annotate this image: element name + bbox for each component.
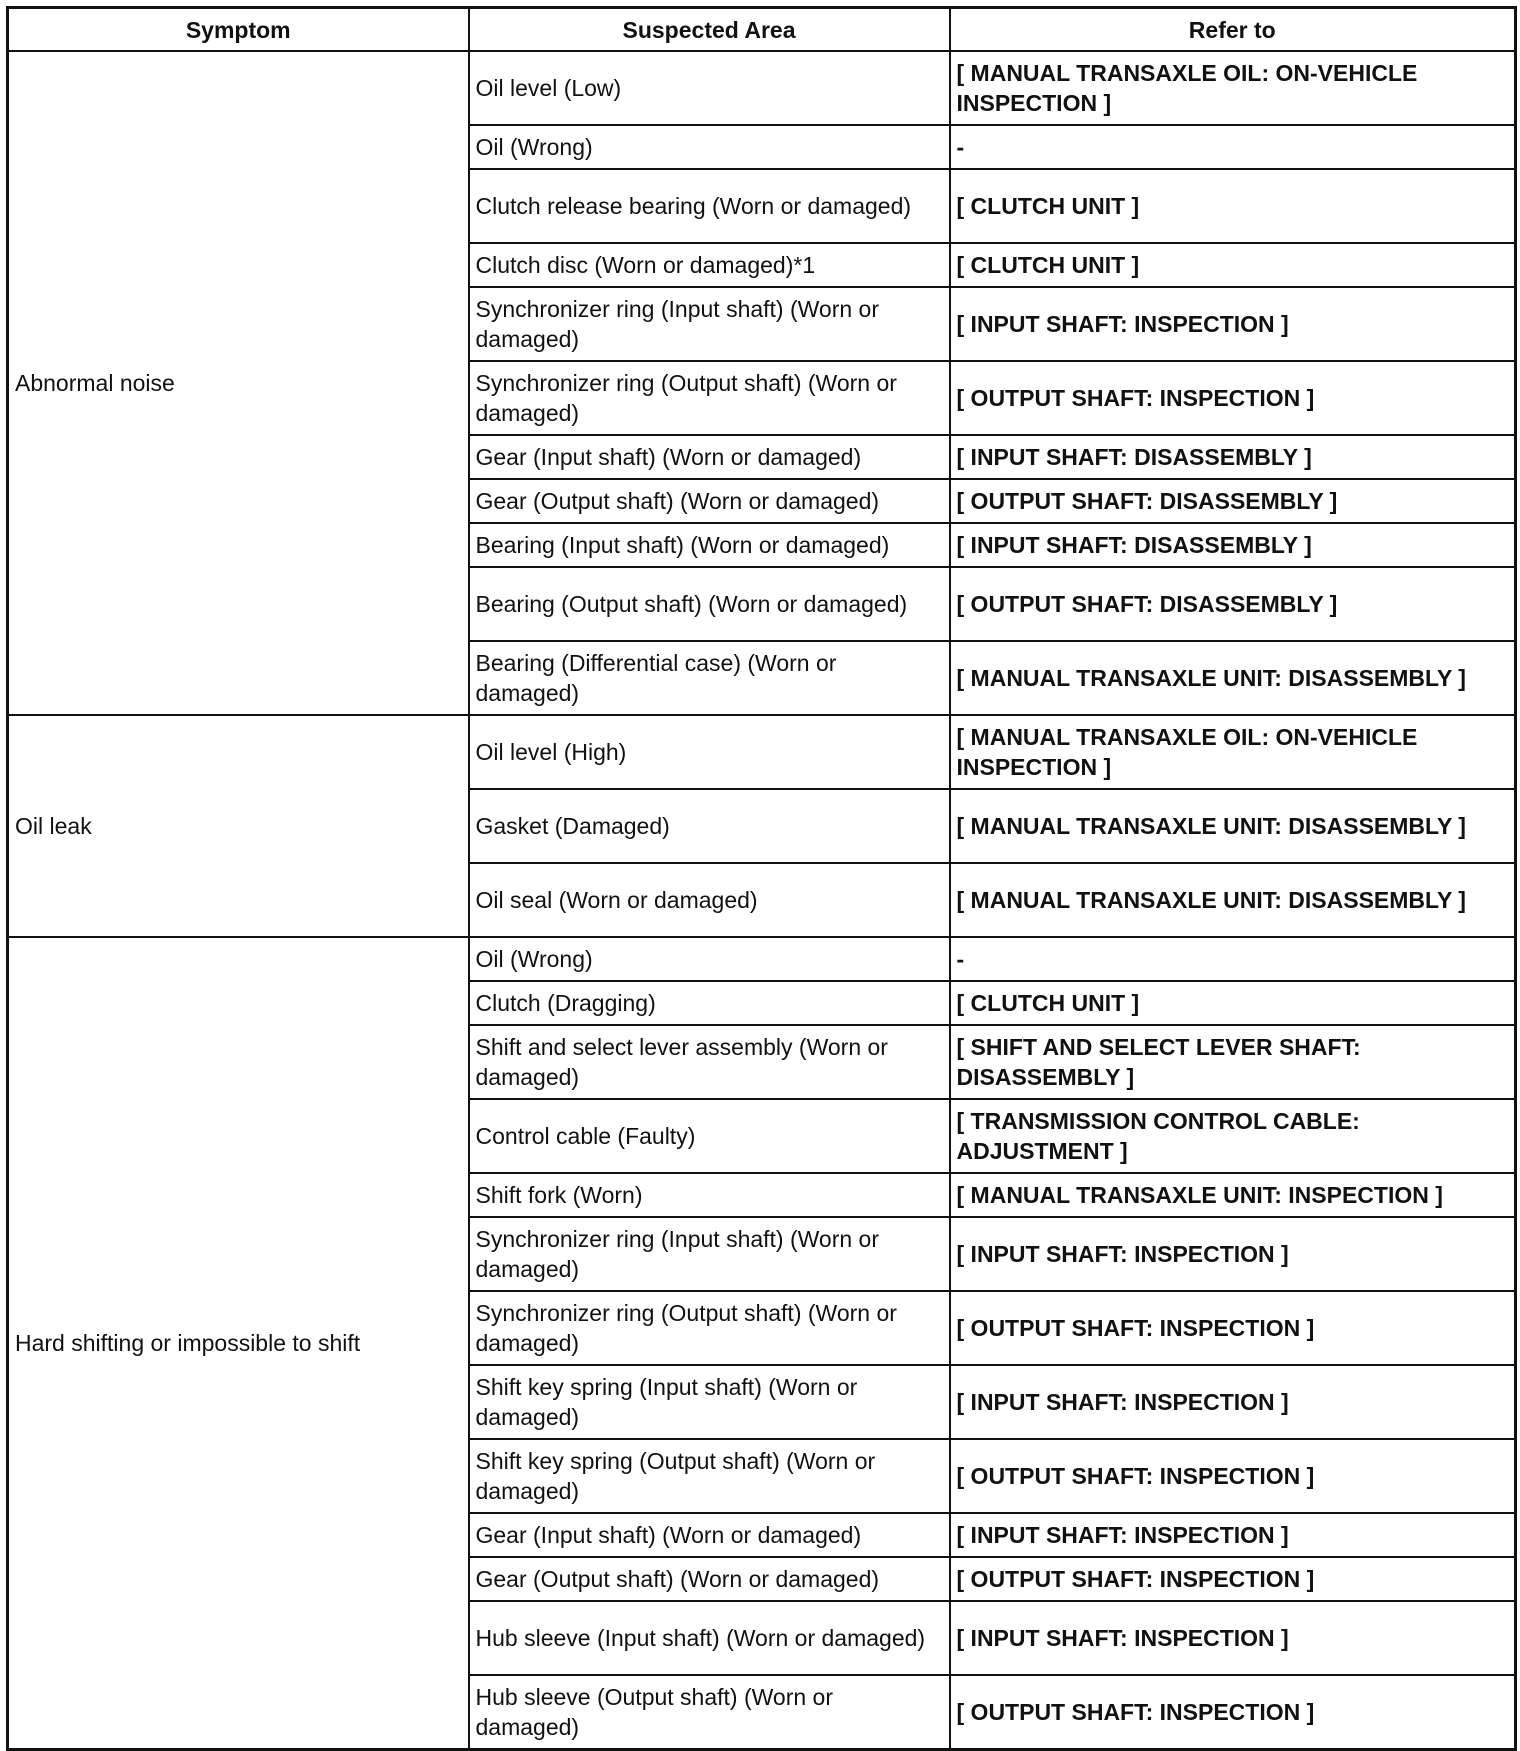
refer-to-link[interactable]: [ INPUT SHAFT: INSPECTION ]: [950, 287, 1516, 361]
refer-to-link[interactable]: [ INPUT SHAFT: INSPECTION ]: [950, 1601, 1516, 1675]
refer-to-cell: -: [950, 937, 1516, 981]
refer-to-link[interactable]: [ OUTPUT SHAFT: INSPECTION ]: [950, 361, 1516, 435]
suspected-area-cell: Clutch release bearing (Worn or damaged): [469, 169, 950, 243]
refer-to-link[interactable]: [ INPUT SHAFT: DISASSEMBLY ]: [950, 435, 1516, 479]
refer-to-link[interactable]: [ MANUAL TRANSAXLE UNIT: DISASSEMBLY ]: [950, 789, 1516, 863]
refer-to-link[interactable]: [ INPUT SHAFT: INSPECTION ]: [950, 1217, 1516, 1291]
suspected-area-cell: Oil level (High): [469, 715, 950, 789]
suspected-area-cell: Hub sleeve (Output shaft) (Worn or damaged): [469, 1675, 950, 1750]
refer-to-link[interactable]: [ OUTPUT SHAFT: INSPECTION ]: [950, 1557, 1516, 1601]
suspected-area-cell: Bearing (Differential case) (Worn or damaged): [469, 641, 950, 715]
refer-to-link[interactable]: [ INPUT SHAFT: INSPECTION ]: [950, 1365, 1516, 1439]
symptom-cell: Oil leak: [8, 715, 469, 937]
refer-to-link[interactable]: [ SHIFT AND SELECT LEVER SHAFT: DISASSEMBLY ]: [950, 1025, 1516, 1099]
troubleshooting-table-container: [6, 6, 1514, 1751]
suspected-area-cell: Synchronizer ring (Output shaft) (Worn or damaged): [469, 1291, 950, 1365]
header-refer-to: Refer to: [950, 8, 1516, 52]
refer-to-link[interactable]: [ INPUT SHAFT: DISASSEMBLY ]: [950, 523, 1516, 567]
refer-to-cell: -: [950, 125, 1516, 169]
suspected-area-cell: Gear (Output shaft) (Worn or damaged): [469, 1557, 950, 1601]
table-body: [8, 51, 1516, 1750]
suspected-area-cell: Gear (Input shaft) (Worn or damaged): [469, 435, 950, 479]
refer-to-link[interactable]: [ MANUAL TRANSAXLE UNIT: INSPECTION ]: [950, 1173, 1516, 1217]
suspected-area-cell: Shift fork (Worn): [469, 1173, 950, 1217]
suspected-area-cell: Oil (Wrong): [469, 937, 950, 981]
suspected-area-cell: Hub sleeve (Input shaft) (Worn or damaged): [469, 1601, 950, 1675]
suspected-area-cell: Oil level (Low): [469, 51, 950, 125]
suspected-area-cell: Synchronizer ring (Input shaft) (Worn or damaged): [469, 1217, 950, 1291]
table-row: [8, 937, 1516, 981]
suspected-area-cell: Gear (Output shaft) (Worn or damaged): [469, 479, 950, 523]
table-header-row: [8, 8, 1516, 52]
suspected-area-cell: Gasket (Damaged): [469, 789, 950, 863]
suspected-area-cell: Shift and select lever assembly (Worn or damaged): [469, 1025, 950, 1099]
refer-to-link[interactable]: [ CLUTCH UNIT ]: [950, 981, 1516, 1025]
refer-to-link[interactable]: [ MANUAL TRANSAXLE OIL: ON-VEHICLE INSPECTION ]: [950, 715, 1516, 789]
refer-to-link[interactable]: [ INPUT SHAFT: INSPECTION ]: [950, 1513, 1516, 1557]
suspected-area-cell: Shift key spring (Input shaft) (Worn or damaged): [469, 1365, 950, 1439]
suspected-area-cell: Control cable (Faulty): [469, 1099, 950, 1173]
suspected-area-cell: Shift key spring (Output shaft) (Worn or damaged): [469, 1439, 950, 1513]
suspected-area-cell: Synchronizer ring (Input shaft) (Worn or damaged): [469, 287, 950, 361]
suspected-area-cell: Clutch disc (Worn or damaged)*1: [469, 243, 950, 287]
refer-to-link[interactable]: [ CLUTCH UNIT ]: [950, 169, 1516, 243]
header-symptom: Symptom: [8, 8, 469, 52]
refer-to-link[interactable]: [ MANUAL TRANSAXLE UNIT: DISASSEMBLY ]: [950, 863, 1516, 937]
troubleshooting-table: [6, 6, 1517, 1751]
refer-to-link[interactable]: [ OUTPUT SHAFT: INSPECTION ]: [950, 1675, 1516, 1750]
refer-to-link[interactable]: [ OUTPUT SHAFT: INSPECTION ]: [950, 1291, 1516, 1365]
suspected-area-cell: Synchronizer ring (Output shaft) (Worn or damaged): [469, 361, 950, 435]
refer-to-link[interactable]: [ MANUAL TRANSAXLE UNIT: DISASSEMBLY ]: [950, 641, 1516, 715]
refer-to-link[interactable]: [ MANUAL TRANSAXLE OIL: ON-VEHICLE INSPECTION ]: [950, 51, 1516, 125]
suspected-area-cell: Bearing (Output shaft) (Worn or damaged): [469, 567, 950, 641]
refer-to-link[interactable]: [ OUTPUT SHAFT: DISASSEMBLY ]: [950, 479, 1516, 523]
refer-to-link[interactable]: [ CLUTCH UNIT ]: [950, 243, 1516, 287]
header-suspected-area: Suspected Area: [469, 8, 950, 52]
suspected-area-cell: Bearing (Input shaft) (Worn or damaged): [469, 523, 950, 567]
symptom-cell: Hard shifting or impossible to shift: [8, 937, 469, 1750]
symptom-cell: Abnormal noise: [8, 51, 469, 715]
suspected-area-cell: Clutch (Dragging): [469, 981, 950, 1025]
suspected-area-cell: Oil (Wrong): [469, 125, 950, 169]
refer-to-link[interactable]: [ OUTPUT SHAFT: DISASSEMBLY ]: [950, 567, 1516, 641]
suspected-area-cell: Oil seal (Worn or damaged): [469, 863, 950, 937]
refer-to-link[interactable]: [ OUTPUT SHAFT: INSPECTION ]: [950, 1439, 1516, 1513]
refer-to-link[interactable]: [ TRANSMISSION CONTROL CABLE: ADJUSTMENT ]: [950, 1099, 1516, 1173]
suspected-area-cell: Gear (Input shaft) (Worn or damaged): [469, 1513, 950, 1557]
table-row: [8, 51, 1516, 125]
table-row: [8, 715, 1516, 789]
